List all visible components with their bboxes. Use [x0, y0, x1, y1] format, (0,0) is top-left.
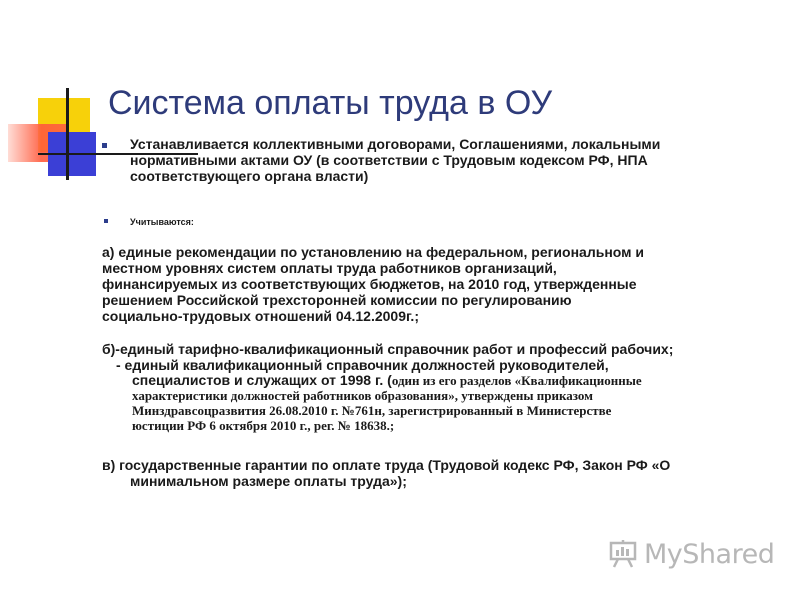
paragraph-a: а) единые рекомендации по установлению на федеральном, региональном и местном уровнях систем оплаты труда работников организаций, финансируемых из соответствующих бюджетов, на 2010 год, утвержденные решением Российской трехсторонней комиссии по регулированию социально-трудовых отношений 04.12.2009г.; [102, 244, 645, 324]
paragraph-b: б)-единый тарифно-квалификационный справочник работ и профессий рабочих; [102, 341, 674, 357]
decor-vertical-line [66, 88, 69, 180]
paragraph-c: - единый квалификационный справочник должностей руководителей, специалистов и служащих от 1998 г. (один из его разделов «Квалификационные характеристики должностей работников образования», утверждены приказом Минздравсоцразвития 26.08.2010 г. №761н, зарегистрированный в Министерстве юстиции РФ 6 октября 2010 г., рег. № 18638.; [116, 357, 642, 433]
logo-text: MyShared [644, 538, 775, 570]
paragraph-v: в) государственные гарантии по оплате труда (Трудовой кодекс РФ, Закон РФ «О минимальном размере оплаты труда»); [102, 457, 671, 489]
bullet-marker [102, 143, 107, 148]
bullet-item-agreements: Устанавливается коллективными договорами, Соглашениями, локальными нормативными актами ОУ (в соответствии с Трудовым кодексом РФ, НПА соответствующего органа власти) [130, 136, 661, 184]
bullet-marker [104, 219, 108, 223]
slide-title: Система оплаты труда в ОУ [108, 84, 553, 122]
myshared-logo [608, 536, 774, 572]
presentation-board-icon [608, 539, 638, 569]
bullet-item-considered: Учитываются: [130, 217, 194, 227]
